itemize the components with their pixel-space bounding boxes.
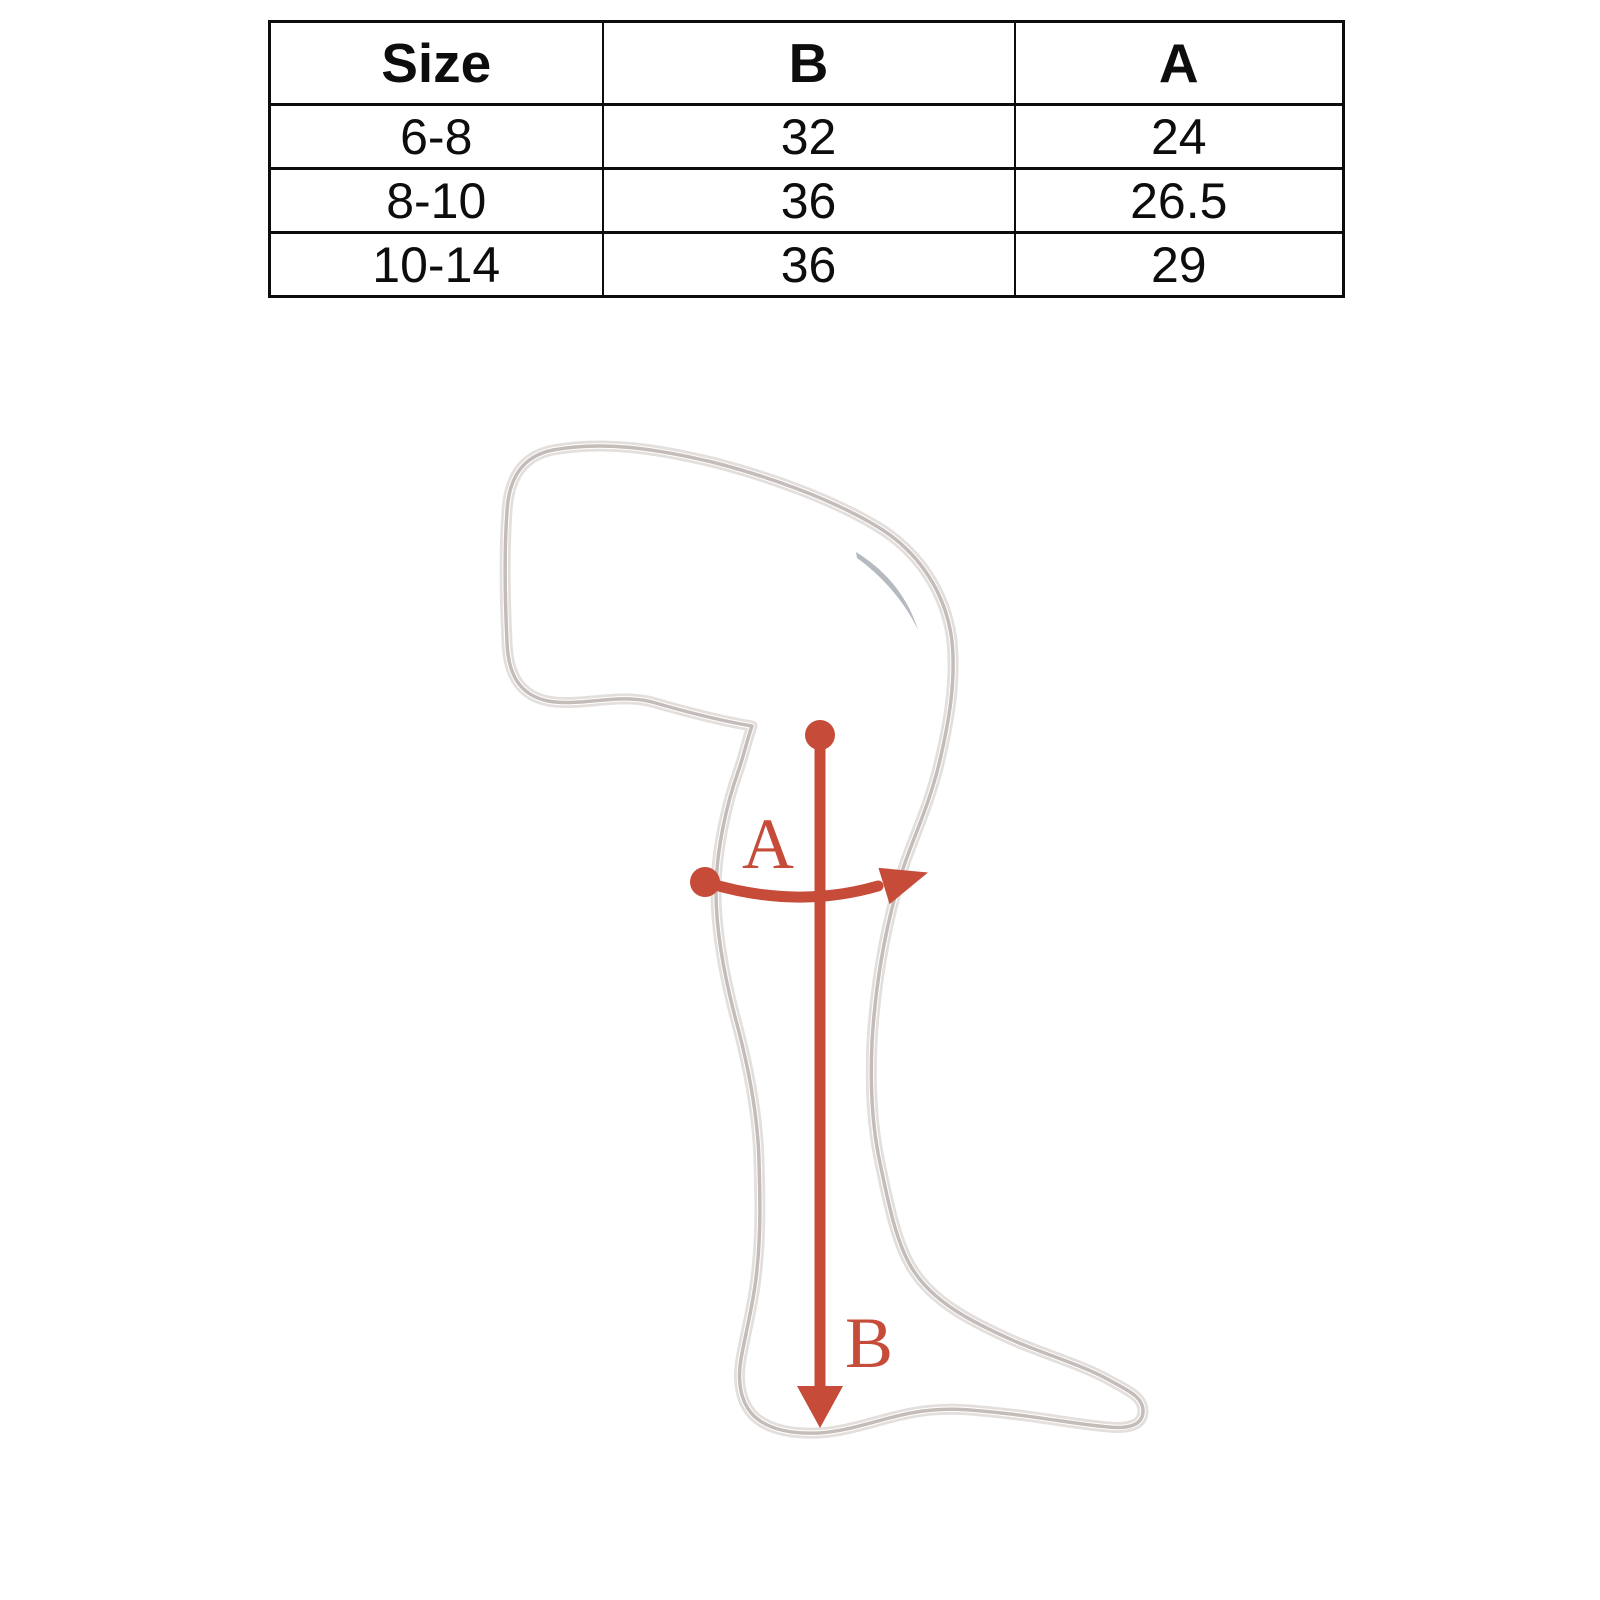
cell-b: 36 <box>603 233 1015 297</box>
cell-b: 36 <box>603 169 1015 233</box>
header-cell-size: Size <box>270 22 603 105</box>
cell-size: 6-8 <box>270 105 603 169</box>
cell-a: 26.5 <box>1015 169 1344 233</box>
measure-a-label: A <box>742 804 794 884</box>
cell-a: 29 <box>1015 233 1344 297</box>
cell-a: 24 <box>1015 105 1344 169</box>
cell-b: 32 <box>603 105 1015 169</box>
header-cell-a: A <box>1015 22 1344 105</box>
measure-b-label: B <box>845 1303 894 1383</box>
cell-size: 8-10 <box>270 169 603 233</box>
cell-size: 10-14 <box>270 233 603 297</box>
header-cell-b: B <box>603 22 1015 105</box>
